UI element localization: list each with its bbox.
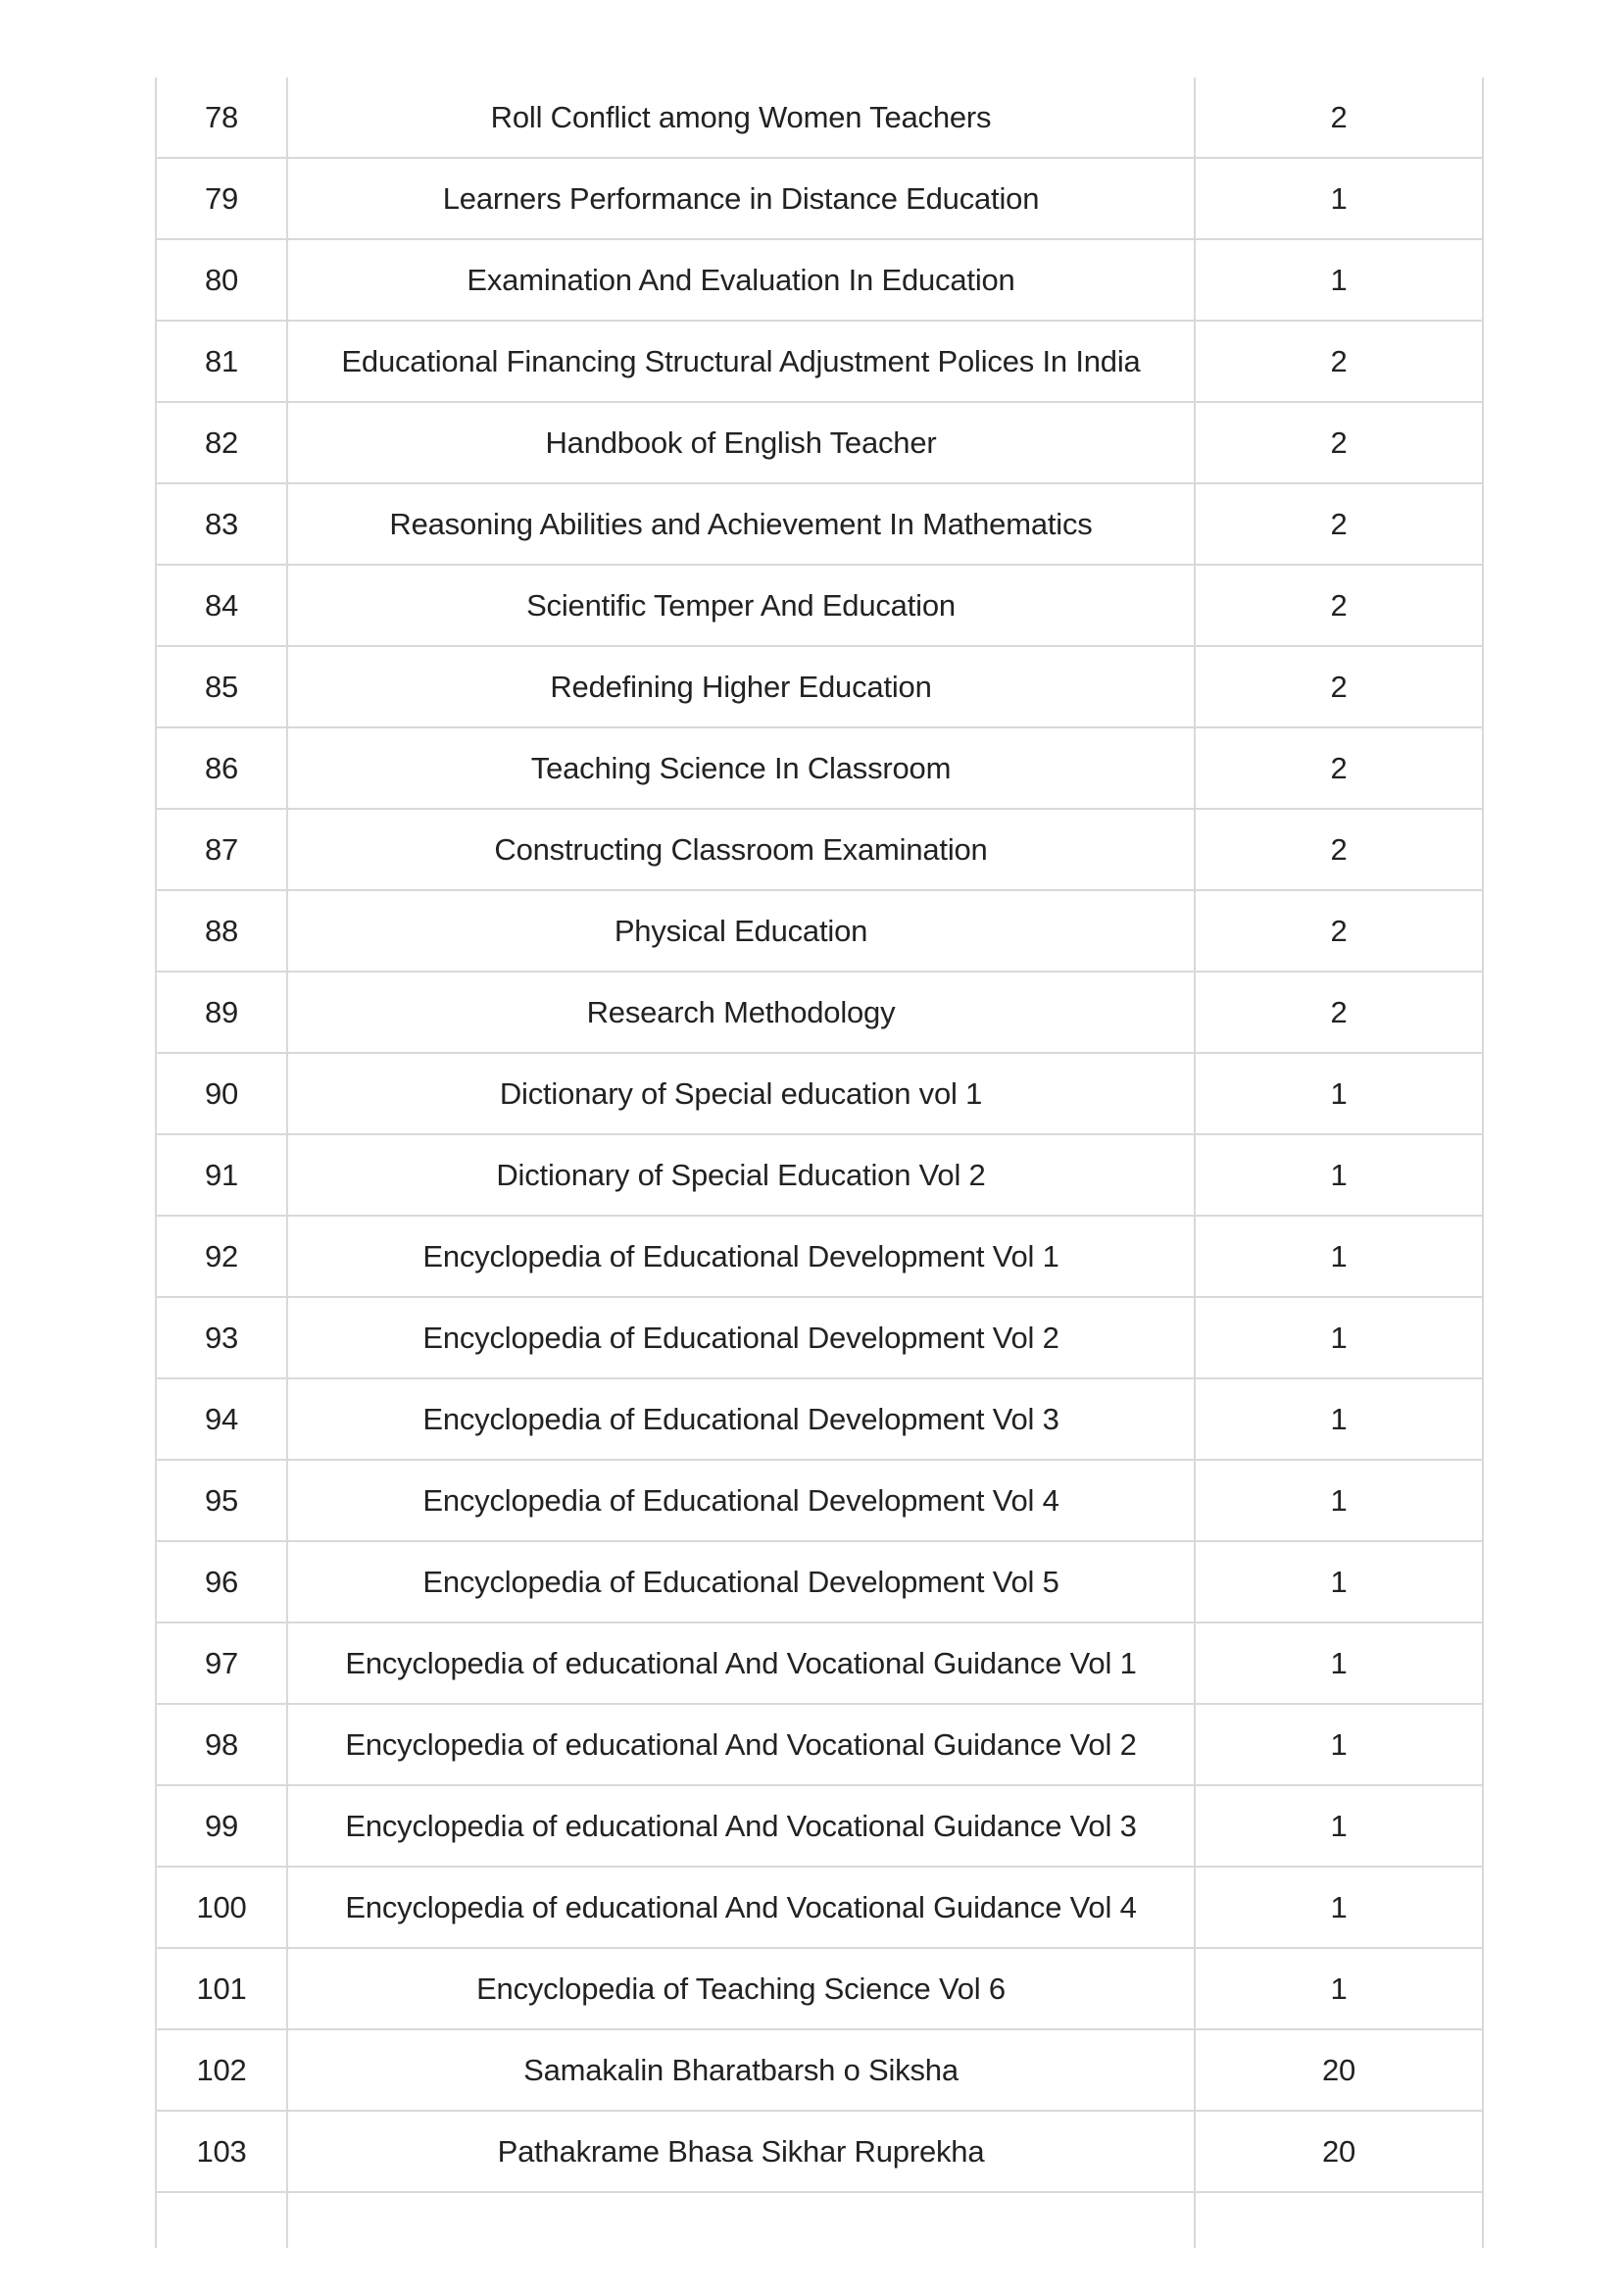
serial-number-cell: 91 [156,1134,287,1216]
quantity-cell: 1 [1195,1622,1483,1704]
table-row [156,890,1483,972]
serial-number-cell: 81 [156,321,287,402]
quantity-cell: 1 [1195,1867,1483,1948]
table-row [156,1297,1483,1378]
quantity-cell: 2 [1195,890,1483,972]
quantity-cell: 1 [1195,1378,1483,1460]
table-row [156,2029,1483,2111]
table-row [156,1867,1483,1948]
serial-number-cell: 94 [156,1378,287,1460]
table-row [156,646,1483,727]
quantity-cell: 1 [1195,1297,1483,1378]
book-title-cell: Scientific Temper And Education [287,565,1195,646]
book-title-cell: Handbook of English Teacher [287,402,1195,483]
book-title-cell: Dictionary of Special education vol 1 [287,1053,1195,1134]
serial-number-cell: 82 [156,402,287,483]
serial-number-cell: 100 [156,1867,287,1948]
table-row [156,1622,1483,1704]
serial-number-cell: 80 [156,239,287,321]
table-row [156,1948,1483,2029]
book-title-cell: Redefining Higher Education [287,646,1195,727]
quantity-cell: 2 [1195,402,1483,483]
book-title-cell: Reasoning Abilities and Achievement In Mathematics [287,483,1195,565]
quantity-cell: 1 [1195,239,1483,321]
serial-number-cell: 85 [156,646,287,727]
quantity-cell: 20 [1195,2111,1483,2192]
serial-number-cell: 102 [156,2029,287,2111]
table-row [156,972,1483,1053]
book-title-cell: Encyclopedia of Educational Development Vol 1 [287,1216,1195,1297]
book-title-cell: Encyclopedia of Educational Development Vol 5 [287,1541,1195,1622]
quantity-cell: 2 [1195,321,1483,402]
book-title-cell: Pathakrame Bhasa Sikhar Ruprekha [287,2111,1195,2192]
quantity-cell: 1 [1195,1216,1483,1297]
table-row [156,483,1483,565]
serial-number-cell: 101 [156,1948,287,2029]
quantity-cell: 1 [1195,1785,1483,1867]
serial-number-cell: 97 [156,1622,287,1704]
quantity-cell: 2 [1195,809,1483,890]
empty-cell [1195,2192,1483,2248]
table-row [156,1134,1483,1216]
book-title-cell: Dictionary of Special Education Vol 2 [287,1134,1195,1216]
book-title-cell: Roll Conflict among Women Teachers [287,77,1195,158]
quantity-cell: 1 [1195,1460,1483,1541]
book-title-cell: Learners Performance in Distance Education [287,158,1195,239]
empty-table-row [156,2192,1483,2248]
quantity-cell: 1 [1195,1704,1483,1785]
serial-number-cell: 92 [156,1216,287,1297]
book-title-cell: Encyclopedia of Educational Development Vol 4 [287,1460,1195,1541]
book-title-cell: Examination And Evaluation In Education [287,239,1195,321]
table-row [156,2111,1483,2192]
quantity-cell: 1 [1195,1053,1483,1134]
serial-number-cell: 103 [156,2111,287,2192]
serial-number-cell: 90 [156,1053,287,1134]
table-row [156,402,1483,483]
table-row [156,809,1483,890]
serial-number-cell: 95 [156,1460,287,1541]
quantity-cell: 1 [1195,158,1483,239]
serial-number-cell: 79 [156,158,287,239]
book-title-cell: Encyclopedia of educational And Vocational Guidance Vol 1 [287,1622,1195,1704]
quantity-cell: 20 [1195,2029,1483,2111]
book-list-table [155,77,1484,2248]
serial-number-cell: 88 [156,890,287,972]
table-row [156,158,1483,239]
quantity-cell: 2 [1195,565,1483,646]
serial-number-cell: 93 [156,1297,287,1378]
serial-number-cell: 96 [156,1541,287,1622]
table-row [156,77,1483,158]
book-title-cell: Constructing Classroom Examination [287,809,1195,890]
book-title-cell: Encyclopedia of educational And Vocational Guidance Vol 4 [287,1867,1195,1948]
quantity-cell: 2 [1195,972,1483,1053]
serial-number-cell: 89 [156,972,287,1053]
book-title-cell: Educational Financing Structural Adjustment Polices In India [287,321,1195,402]
table-row [156,565,1483,646]
empty-cell [156,2192,287,2248]
table-row [156,1216,1483,1297]
quantity-cell: 2 [1195,483,1483,565]
serial-number-cell: 99 [156,1785,287,1867]
empty-cell [287,2192,1195,2248]
quantity-cell: 1 [1195,1948,1483,2029]
book-title-cell: Samakalin Bharatbarsh o Siksha [287,2029,1195,2111]
book-title-cell: Teaching Science In Classroom [287,727,1195,809]
serial-number-cell: 84 [156,565,287,646]
table-body [156,77,1483,2248]
quantity-cell: 2 [1195,727,1483,809]
table-row [156,1704,1483,1785]
quantity-cell: 1 [1195,1541,1483,1622]
serial-number-cell: 98 [156,1704,287,1785]
table-row [156,321,1483,402]
book-title-cell: Encyclopedia of educational And Vocational Guidance Vol 2 [287,1704,1195,1785]
quantity-cell: 1 [1195,1134,1483,1216]
table-row [156,1378,1483,1460]
quantity-cell: 2 [1195,77,1483,158]
book-title-cell: Encyclopedia of Educational Development Vol 3 [287,1378,1195,1460]
book-title-cell: Encyclopedia of Educational Development Vol 2 [287,1297,1195,1378]
table-row [156,1460,1483,1541]
serial-number-cell: 87 [156,809,287,890]
table-row [156,727,1483,809]
table-row [156,1541,1483,1622]
table-row [156,1785,1483,1867]
serial-number-cell: 86 [156,727,287,809]
serial-number-cell: 83 [156,483,287,565]
serial-number-cell: 78 [156,77,287,158]
book-title-cell: Research Methodology [287,972,1195,1053]
book-title-cell: Encyclopedia of Teaching Science Vol 6 [287,1948,1195,2029]
table-row [156,1053,1483,1134]
table-row [156,239,1483,321]
book-title-cell: Encyclopedia of educational And Vocational Guidance Vol 3 [287,1785,1195,1867]
quantity-cell: 2 [1195,646,1483,727]
book-title-cell: Physical Education [287,890,1195,972]
